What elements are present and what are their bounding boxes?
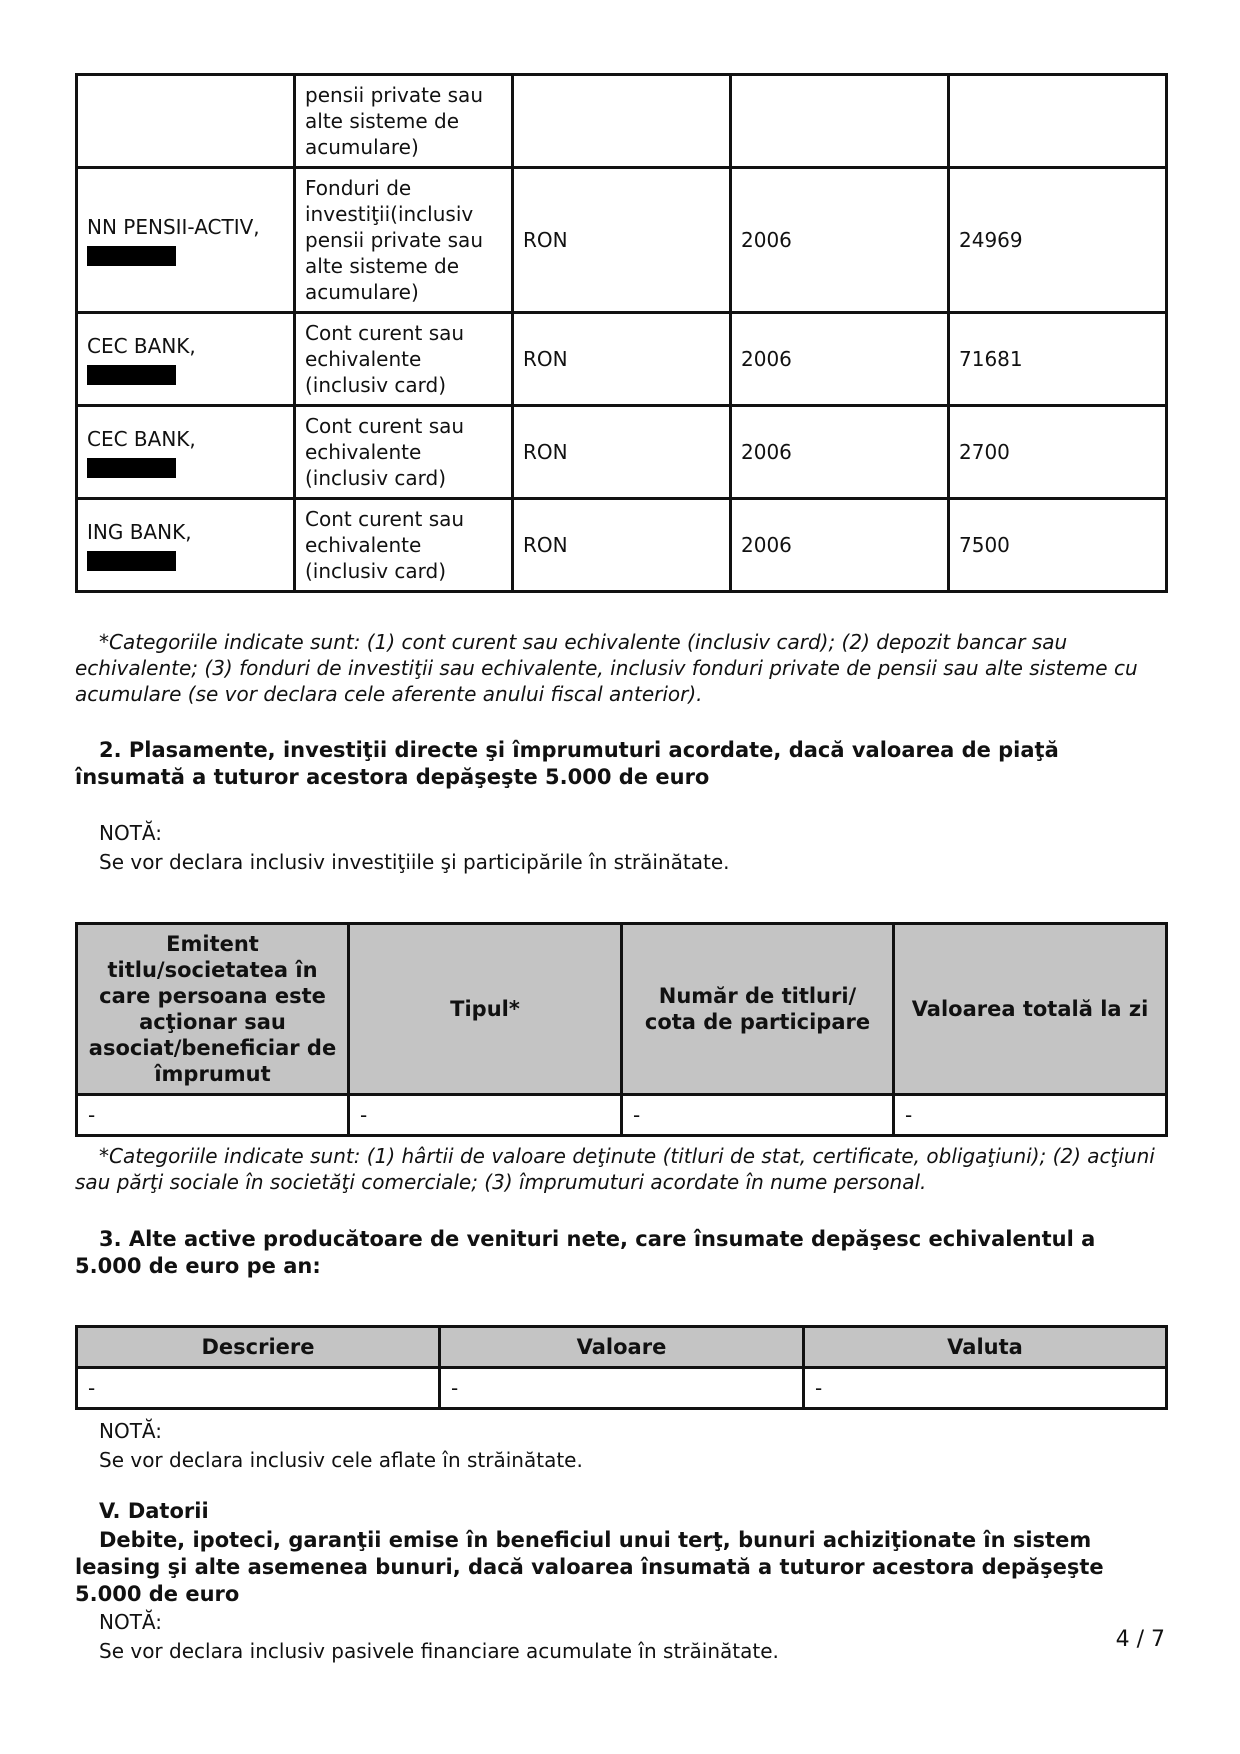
institution-cell: NN PENSII-ACTIV, bbox=[77, 168, 295, 313]
column-header-description: Descriere bbox=[77, 1327, 440, 1368]
balance-cell: 2700 bbox=[949, 406, 1167, 499]
table-row bbox=[77, 406, 1167, 499]
year-cell: 2006 bbox=[731, 168, 949, 313]
column-header-total-value: Valoarea totală la zi bbox=[894, 924, 1167, 1095]
table-row bbox=[77, 168, 1167, 313]
table-cell: - bbox=[440, 1368, 804, 1409]
currency-cell bbox=[513, 75, 731, 168]
year-cell bbox=[731, 75, 949, 168]
investments-table bbox=[75, 922, 1168, 1137]
currency-cell: RON bbox=[513, 499, 731, 592]
category-cell: Cont curent sau echivalente (inclusiv card) bbox=[295, 313, 513, 406]
accounts-table bbox=[75, 73, 1168, 593]
note-label: NOTĂ: bbox=[99, 821, 162, 845]
column-header-value: Valoare bbox=[440, 1327, 804, 1368]
note-text: Se vor declara inclusiv cele aflate în străinătate. bbox=[99, 1448, 583, 1472]
column-header-shares: Număr de titluri/ cota de participare bbox=[622, 924, 894, 1095]
table-cell: - bbox=[804, 1368, 1167, 1409]
category-cell: Fonduri de investiţii(inclusiv pensii private sau alte sisteme de acumulare) bbox=[295, 168, 513, 313]
section-5-title: V. Datorii bbox=[99, 1499, 209, 1523]
table-cell: - bbox=[622, 1095, 894, 1136]
note-text: Se vor declara inclusiv investiţiile şi participările în străinătate. bbox=[99, 850, 730, 874]
redaction-bar bbox=[87, 551, 176, 571]
table-cell: - bbox=[77, 1368, 440, 1409]
page-number: 4 / 7 bbox=[1115, 1627, 1165, 1652]
year-cell: 2006 bbox=[731, 406, 949, 499]
balance-cell: 71681 bbox=[949, 313, 1167, 406]
currency-cell: RON bbox=[513, 406, 731, 499]
table-cell: - bbox=[77, 1095, 349, 1136]
category-cell: Cont curent sau echivalente (inclusiv card) bbox=[295, 406, 513, 499]
column-header-type: Tipul* bbox=[349, 924, 622, 1095]
table-cell: - bbox=[894, 1095, 1167, 1136]
table-row bbox=[77, 313, 1167, 406]
category-cell: pensii private sau alte sisteme de acumulare) bbox=[295, 75, 513, 168]
table-row bbox=[77, 1368, 1167, 1409]
institution-cell: ING BANK, bbox=[77, 499, 295, 592]
institution-cell: CEC BANK, bbox=[77, 313, 295, 406]
currency-cell: RON bbox=[513, 168, 731, 313]
investments-footnote: *Categoriile indicate sunt: (1) hârtii de valoare deţinute (titluri de stat, certificate, obligaţiuni); (2) acţiuni sau părţi sociale în societăţi comerciale; (3) împrumuturi acordate în nume personal. bbox=[75, 1144, 1155, 1194]
balance-cell bbox=[949, 75, 1167, 168]
table-header-row bbox=[77, 924, 1167, 1095]
table-header-row bbox=[77, 1327, 1167, 1368]
accounts-footnote: *Categoriile indicate sunt: (1) cont curent sau echivalente (inclusiv card); (2) depozit bancar sau echivalente; (3) fonduri de investiţii sau echivalente, inclusiv fonduri private de pensii sau alte sisteme cu acumulare (se vor declara cele aferente anului fiscal anterior). bbox=[75, 630, 1138, 706]
section-3-heading: 3. Alte active producătoare de venituri nete, care însumate depăşesc echivalentul a 5.000 de euro pe an: bbox=[75, 1227, 1096, 1278]
table-cell: - bbox=[349, 1095, 622, 1136]
table-row bbox=[77, 75, 1167, 168]
category-cell: Cont curent sau echivalente (inclusiv card) bbox=[295, 499, 513, 592]
balance-cell: 7500 bbox=[949, 499, 1167, 592]
year-cell: 2006 bbox=[731, 313, 949, 406]
redaction-bar bbox=[87, 365, 176, 385]
redaction-bar bbox=[87, 458, 176, 478]
note-label: NOTĂ: bbox=[99, 1419, 162, 1443]
note-label: NOTĂ: bbox=[99, 1610, 162, 1634]
table-row bbox=[77, 1095, 1167, 1136]
other-assets-table bbox=[75, 1325, 1168, 1410]
section-2-heading: 2. Plasamente, investiţii directe şi împrumuturi acordate, dacă valoarea de piaţă însumată a tuturor acestora depăşeşte 5.000 de euro bbox=[75, 738, 1059, 789]
table-row bbox=[77, 499, 1167, 592]
institution-cell: CEC BANK, bbox=[77, 406, 295, 499]
column-header-currency: Valuta bbox=[804, 1327, 1167, 1368]
redaction-bar bbox=[87, 246, 176, 266]
note-text: Se vor declara inclusiv pasivele financiare acumulate în străinătate. bbox=[99, 1639, 779, 1663]
section-5-heading: Debite, ipoteci, garanţii emise în beneficiul unui terţ, bunuri achiziţionate în sistem leasing şi alte asemenea bunuri, dacă valoarea însumată a tuturor acestora depăşeşte 5.000 de euro bbox=[75, 1528, 1104, 1606]
column-header-issuer: Emitent titlu/societatea în care persoana este acţionar sau asociat/beneficiar de împrumut bbox=[77, 924, 349, 1095]
institution-cell bbox=[77, 75, 295, 168]
year-cell: 2006 bbox=[731, 499, 949, 592]
currency-cell: RON bbox=[513, 313, 731, 406]
balance-cell: 24969 bbox=[949, 168, 1167, 313]
